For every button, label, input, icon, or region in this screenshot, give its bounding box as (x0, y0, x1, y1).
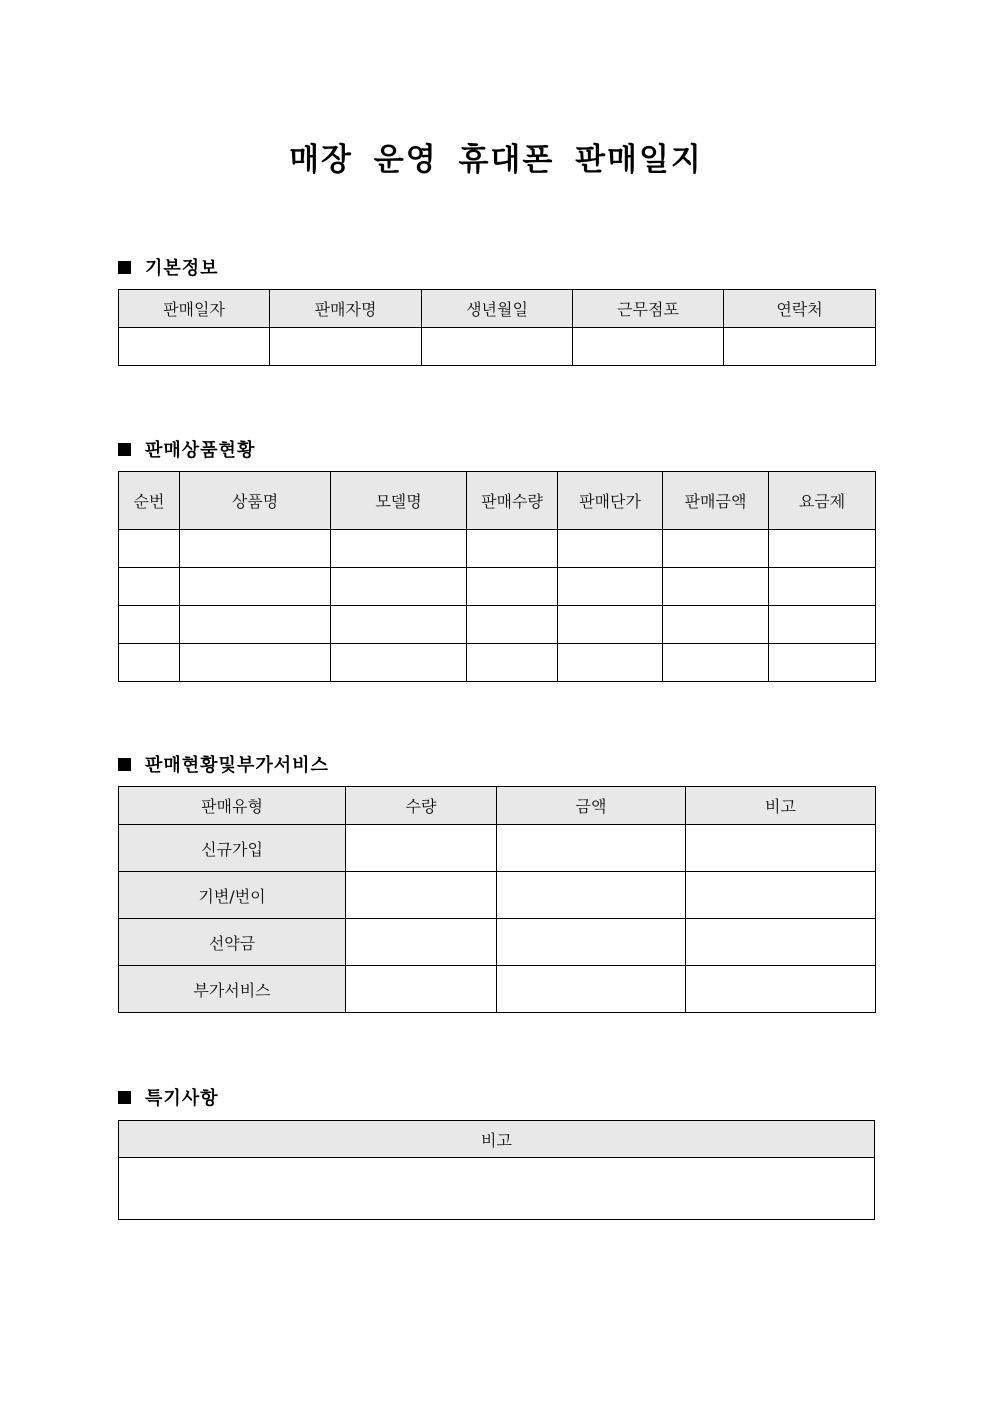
column-header: 순번 (119, 472, 180, 530)
square-bullet-icon (118, 758, 131, 771)
basic-info-table (118, 289, 876, 366)
row-label: 신규가입 (119, 825, 346, 872)
input-cell[interactable] (769, 606, 876, 644)
row-label: 부가서비스 (119, 966, 346, 1013)
input-cell[interactable] (467, 606, 558, 644)
input-cell[interactable] (180, 530, 331, 568)
column-header: 생년월일 (422, 290, 573, 328)
input-cell[interactable] (331, 530, 467, 568)
input-cell[interactable] (558, 644, 663, 682)
input-cell[interactable] (331, 644, 467, 682)
row-label: 선약금 (119, 919, 346, 966)
section-sales-heading (118, 751, 329, 777)
section-products-heading (118, 436, 255, 462)
sales-table (118, 786, 876, 1013)
row-label: 기변/번이 (119, 872, 346, 919)
section-label: 판매상품현황 (145, 440, 256, 461)
input-cell[interactable] (497, 825, 686, 872)
section-notes-heading (118, 1084, 219, 1110)
table-row (119, 872, 876, 919)
table-row (119, 328, 876, 366)
input-cell[interactable] (467, 568, 558, 606)
table-row (119, 825, 876, 872)
input-cell[interactable] (558, 606, 663, 644)
table-row (119, 1158, 875, 1220)
input-cell[interactable] (331, 606, 467, 644)
table-row (119, 606, 876, 644)
column-header: 모델명 (331, 472, 467, 530)
input-cell[interactable] (346, 919, 497, 966)
column-header: 상품명 (180, 472, 331, 530)
input-cell[interactable] (497, 919, 686, 966)
column-header: 수량 (346, 787, 497, 825)
input-cell[interactable] (686, 872, 876, 919)
column-header: 판매유형 (119, 787, 346, 825)
square-bullet-icon (118, 443, 131, 456)
input-cell[interactable] (663, 644, 769, 682)
input-cell[interactable] (467, 644, 558, 682)
input-cell[interactable] (769, 568, 876, 606)
input-cell[interactable] (663, 530, 769, 568)
input-cell-store[interactable] (573, 328, 724, 366)
table-row (119, 966, 876, 1013)
input-cell[interactable] (686, 825, 876, 872)
table-header-row (119, 1121, 875, 1158)
input-cell-birth-date[interactable] (422, 328, 573, 366)
table-row (119, 568, 876, 606)
input-cell[interactable] (180, 568, 331, 606)
section-label: 판매현황및부가서비스 (145, 755, 329, 776)
table-header-row (119, 787, 876, 825)
column-header: 금액 (497, 787, 686, 825)
input-cell[interactable] (119, 644, 180, 682)
table-row (119, 919, 876, 966)
input-cell[interactable] (686, 966, 876, 1013)
input-cell[interactable] (558, 568, 663, 606)
table-header-row (119, 290, 876, 328)
products-table (118, 471, 876, 682)
input-cell[interactable] (769, 644, 876, 682)
page-title: 매장 운영 휴대폰 판매일지 (289, 142, 703, 178)
column-header: 연락처 (724, 290, 876, 328)
input-cell[interactable] (467, 530, 558, 568)
input-cell[interactable] (119, 530, 180, 568)
input-cell[interactable] (558, 530, 663, 568)
input-cell[interactable] (180, 644, 331, 682)
section-basic-info-heading (118, 254, 219, 280)
table-row (119, 530, 876, 568)
column-header: 판매일자 (119, 290, 270, 328)
column-header: 요금제 (769, 472, 876, 530)
section-label: 특기사항 (145, 1088, 219, 1109)
column-header: 근무점포 (573, 290, 724, 328)
column-header: 비고 (686, 787, 876, 825)
input-cell[interactable] (497, 966, 686, 1013)
input-cell[interactable] (497, 872, 686, 919)
input-cell[interactable] (346, 966, 497, 1013)
input-cell[interactable] (331, 568, 467, 606)
column-header: 판매수량 (467, 472, 558, 530)
square-bullet-icon (118, 261, 131, 274)
input-cell[interactable] (663, 568, 769, 606)
square-bullet-icon (118, 1091, 131, 1104)
input-cell[interactable] (346, 825, 497, 872)
input-cell[interactable] (769, 530, 876, 568)
column-header: 판매자명 (270, 290, 422, 328)
section-label: 기본정보 (145, 258, 219, 279)
input-cell-seller-name[interactable] (270, 328, 422, 366)
notes-input-cell[interactable] (119, 1158, 875, 1220)
input-cell-contact[interactable] (724, 328, 876, 366)
table-header-row (119, 472, 876, 530)
input-cell[interactable] (346, 872, 497, 919)
notes-table (118, 1120, 875, 1220)
input-cell[interactable] (119, 568, 180, 606)
table-row (119, 644, 876, 682)
input-cell[interactable] (663, 606, 769, 644)
input-cell-sale-date[interactable] (119, 328, 270, 366)
column-header: 판매금액 (663, 472, 769, 530)
input-cell[interactable] (686, 919, 876, 966)
column-header: 비고 (119, 1121, 875, 1158)
input-cell[interactable] (119, 606, 180, 644)
input-cell[interactable] (180, 606, 331, 644)
column-header: 판매단가 (558, 472, 663, 530)
